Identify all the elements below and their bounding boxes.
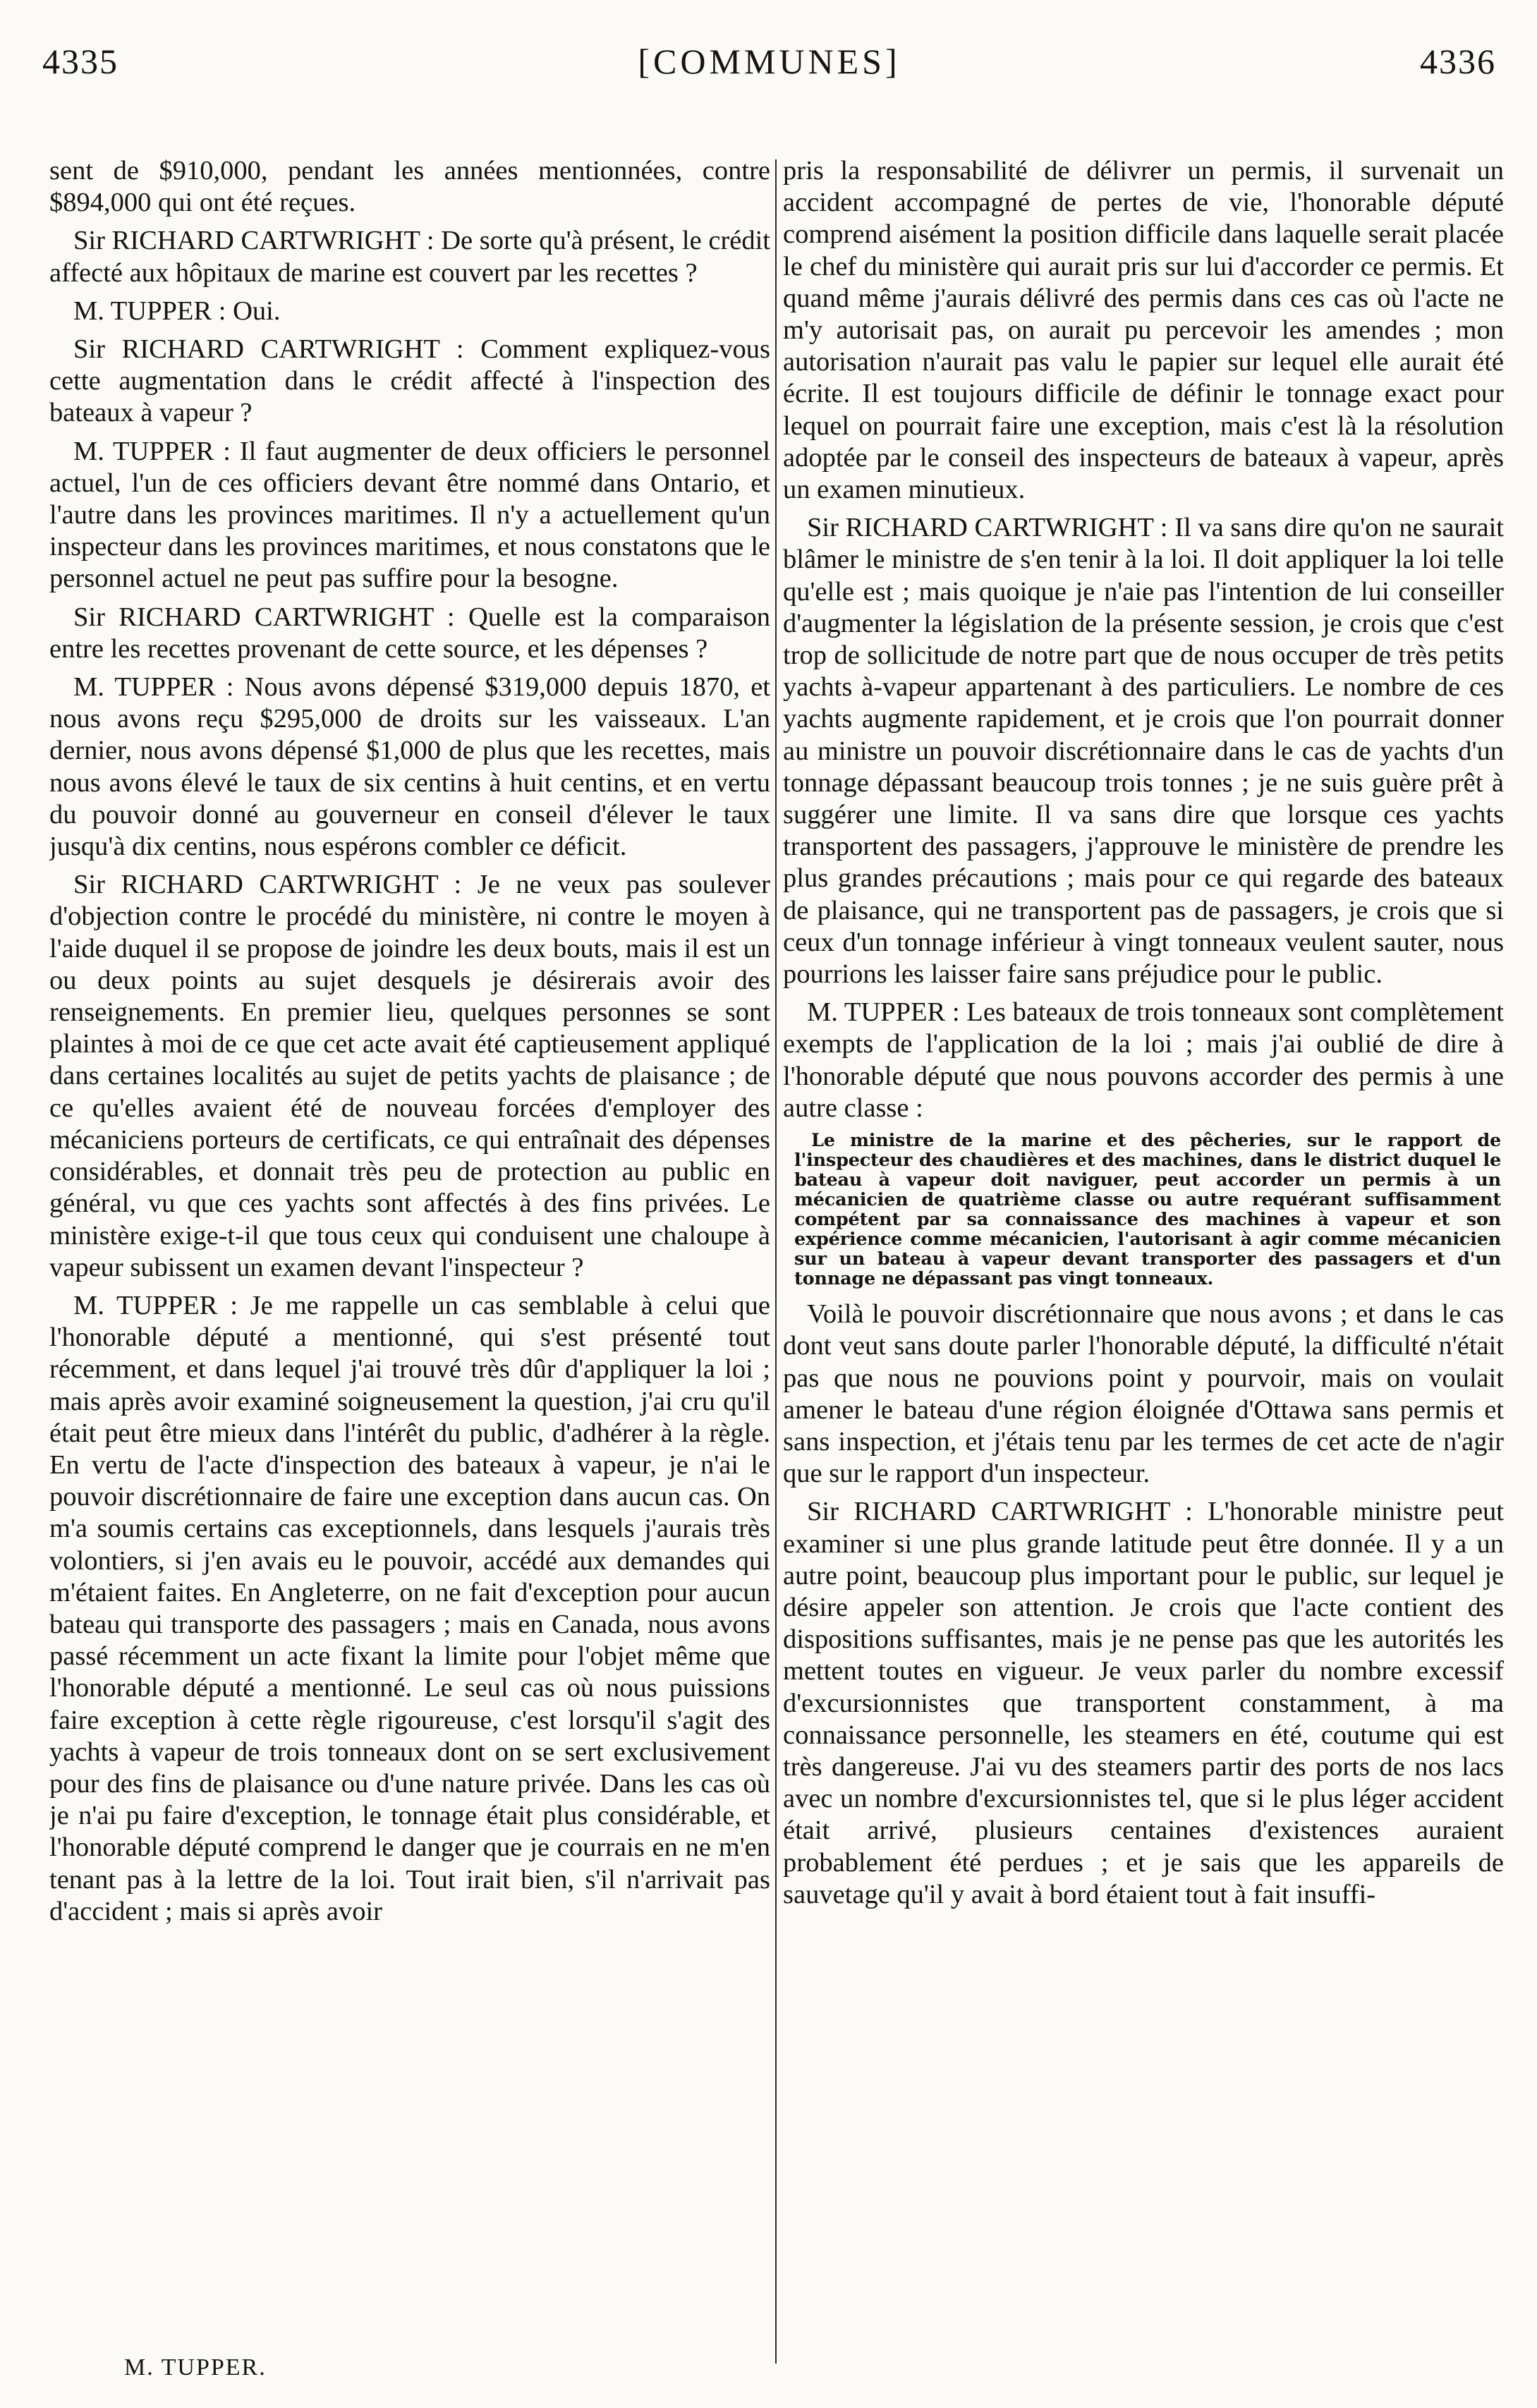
paragraph: M. TUPPER : Les bateaux de trois tonneaux sont complètement exempts de l'application de la loi ; mais j'ai oublié de dire à l'honorable député que nous pouvons accorder des permis à une autre classe :	[783, 997, 1504, 1123]
paragraph: M. TUPPER : Je me rappelle un cas semblable à celui que l'honorable député a mentionné, qui s'est présenté tout récemment, et dans lequel j'ai trouvé très dûr d'appliquer la loi ; mais après avoir examiné soigneusement la question, j'ai cru qu'il était peut être mieux dans l'intérêt du public, d'adhérer à la règle. En vertu de l'acte d'inspection des bateaux à vapeur, je n'ai le pouvoir discrétionnaire de faire une exception dans aucun cas. On m'a soumis certains cas exceptionnels, dans lesquels j'aurais très volontiers, si j'en avais eu le pouvoir, accédé aux demandes qui m'étaient faites. En Angleterre, on ne fait d'exception pour aucun bateau qui transporte des passagers ; mais en Canada, nous avons passé récemment un acte fixant la limite pour l'objet même que l'honorable député a mentionné. Le seul cas où nous puissions faire exception à cette règle rigoureuse, c'est lorsqu'il s'agit des yachts à vapeur de trois tonneaux dont on se sert exclusivement pour des fins de plaisance ou d'une nature privée. Dans les cas où je n'ai pu faire d'exception, le tonnage était plus considérable, et l'honorable député comprend le danger que je courrais en ne m'en tenant pas à la lettre de la loi. Tout irait bien, s'il n'arrivait pas d'accident ; mais si après avoir	[49, 1290, 770, 1926]
paragraph: Sir RICHARD CARTWRIGHT : De sorte qu'à présent, le crédit affecté aux hôpitaux de marine est couvert par les recettes ?	[49, 226, 770, 288]
paragraph: M. TUPPER : Il faut augmenter de deux officiers le personnel actuel, l'un de ces officiers devant être nommé dans Ontario, et l'autre dans les provinces maritimes. Il n'y a actuellement qu'un inspecteur dans les provinces maritimes, et nous constatons que le personnel actuel ne peut pas suffire pour la besogne.	[49, 436, 770, 594]
quoted-regulation-text: Le ministre de la marine et des pêcheries, sur le rapport de l'inspecteur des chaudières et des machines, dans le district duquel le bateau à vapeur doit naviguer, peut accorder un permis à un mécanicien de quatrième classe ou autre requérant suffisamment compétent par sa connaissance des machines à vapeur et son expérience comme mécanicien, l'autorisant à agir comme mécanicien sur un bateau à vapeur devant transporter des passagers et d'un tonnage ne dépassant pas vingt tonneaux.	[794, 1130, 1501, 1290]
right-column-bottom	[783, 1299, 1504, 1911]
left-column	[49, 155, 770, 2370]
quoted-regulation	[783, 1131, 1504, 1289]
paragraph: Sir RICHARD CARTWRIGHT : Comment expliquez-vous cette augmentation dans le crédit affecté à l'inspection des bateaux à vapeur ?	[49, 334, 770, 428]
paragraph: M. TUPPER : Oui.	[73, 296, 281, 326]
right-column-top	[783, 155, 1504, 1124]
running-title: [COMMUNES]	[638, 42, 901, 81]
paragraph: Sir RICHARD CARTWRIGHT : Quelle est la comparaison entre les recettes provenant de cette source, et les dépenses ?	[49, 602, 770, 664]
page-number-right: 4336	[1420, 42, 1496, 81]
footer-speaker: M. TUPPER.	[124, 2354, 267, 2380]
page-header	[42, 41, 1496, 97]
paragraph: Voilà le pouvoir discrétionnaire que nous avons ; et dans le cas dont veut sans doute parler l'honorable député, la difficulté n'était pas que nous ne pouvions point y pourvoir, mais on voulait amener le bateau d'une région éloignée d'Ottawa sans permis et sans inspection, et j'étais tenu par les termes de cet acte de n'agir que sur le rapport d'un inspecteur.	[783, 1299, 1504, 1489]
column-divider	[775, 159, 777, 2364]
paragraph: Sir RICHARD CARTWRIGHT : Il va sans dire qu'on ne saurait blâmer le ministre de s'en tenir à la loi. Il doit appliquer la loi telle qu'elle est ; mais quoique je n'aie pas l'intention de lui conseiller d'augmenter la législation de la présente session, je crois que c'est trop de sollicitude de notre part que de nous occuper de très petits yachts à-vapeur appartenant à des particuliers. Le nombre de ces yachts augmente rapidement, et je crois que l'on pourrait donner au ministre un pouvoir discrétionnaire dans le cas de yachts d'un tonnage dépassant beaucoup trois tonnes ; je ne suis guère prêt à suggérer une limite. Il va sans dire que lorsque ces yachts transportent des passagers, j'approuve le ministère de prendre les plus grandes précautions ; mais pour ce qui regarde des bateaux de plaisance, qui ne transportent pas de passagers, je crois que si ceux d'un tonnage inférieur à vingt tonneaux veulent sauter, nous pourrions les laisser faire sans préjudice pour le public.	[783, 513, 1504, 990]
paragraph: M. TUPPER : Nous avons dépensé $319,000 depuis 1870, et nous avons reçu $295,000 de droits sur les vaisseaux. L'an dernier, nous avons dépensé $1,000 de plus que les recettes, mais nous avons élevé le taux de six centins à huit centins, et en vertu du pouvoir donné au gouverneur en conseil d'élever le taux jusqu'à dix centins, nous espérons combler ce déficit.	[49, 672, 770, 862]
paragraph: Sir RICHARD CARTWRIGHT : L'honorable ministre peut examiner si une plus grande latitude peut être donnée. Il y a un autre point, beaucoup plus important pour le public, sur lequel je désire appeler son attention. Je crois que l'acte contient des dispositions suffisantes, mais je ne pense pas que les autorités les mettent toutes en vigueur. Je veux parler du nombre excessif d'excursionnistes que transportent constamment, à ma connaissance personnelle, les steamers en été, coutume qui est très dangereuse. J'ai vu des steamers partir des ports de nos lacs avec un nombre d'excursionnistes tel, que si le plus léger accident était arrivé, plusieurs centaines d'existences auraient probablement été perdues ; et je sais que les appareils de sauvetage qu'il y avait à bord étaient tout à fait insuffi-	[783, 1497, 1504, 1909]
paragraph: Sir RICHARD CARTWRIGHT : Je ne veux pas soulever d'objection contre le procédé du ministère, ni contre le moyen à l'aide duquel il se propose de joindre les deux bouts, mais il est un ou deux points au sujet desquels je désirerais avoir des renseignements. En premier lieu, quelques personnes se sont plaintes à moi de ce que cet acte avait été captieusement appliqué dans certaines localités au sujet de petits yachts de plaisance ; de ce qu'elles avaient été de nouveau forcées d'employer des mécaniciens porteurs de certificats, ce qui entraînait des dépenses considérables, et donnait très peu de protection au public en général, vu que ces yachts sont affectés à des fins privées. Le ministère exige-t-il que tous ceux qui conduisent une chaloupe à vapeur subissent un examen devant l'inspecteur ?	[49, 870, 770, 1282]
page-number-left: 4335	[42, 42, 119, 81]
paragraph: sent de $910,000, pendant les années mentionnées, contre $894,000 qui ont été reçues.	[49, 156, 770, 218]
paragraph: pris la responsabilité de délivrer un permis, il survenait un accident accompagné de pertes de vie, l'honorable député comprend aisément la position difficile dans laquelle serait placée le chef du ministère qui aurait pris sur lui d'accorder ce permis. Et quand même j'aurais délivré des permis dans ces cas où l'acte ne m'y autorisait pas, on aurait pu percevoir les amendes ; mon autorisation n'aurait pas valu le papier sur lequel elle aurait été écrite. Il est toujours difficile de définir le tonnage exact pour lequel on pourrait faire une exception, mais c'est là la résolution adoptée par le conseil des inspecteurs de bateaux à vapeur, après un examen minutieux.	[783, 156, 1504, 505]
right-column	[783, 155, 1504, 2370]
